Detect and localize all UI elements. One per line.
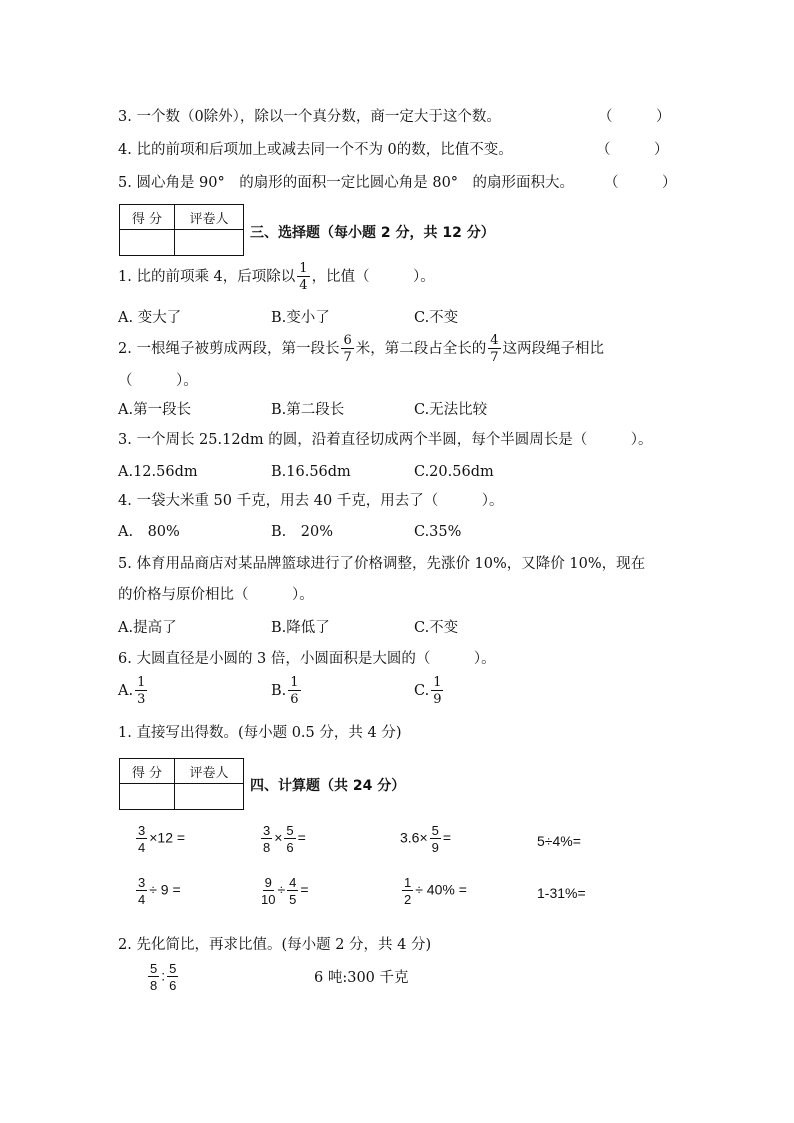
denominator: 4 [299, 278, 308, 293]
numerator: 1 [433, 675, 442, 690]
fraction [488, 334, 500, 364]
score-table [119, 204, 244, 256]
denominator: 9 [431, 840, 439, 855]
expression-text: = [300, 881, 309, 898]
option-c[interactable]: C.不变 [414, 620, 459, 636]
question-text: 这两段绳子相比 [502, 341, 605, 357]
option-b[interactable]: B.降低了 [271, 620, 330, 636]
option-b[interactable]: B.16.56dm [271, 464, 351, 480]
grader-header: 评卷人 [175, 759, 244, 784]
calc-item [134, 876, 181, 906]
calc-item [134, 824, 185, 854]
numerator: 4 [289, 875, 297, 890]
denominator: 4 [138, 892, 146, 907]
question-text: 的价格与原价相比（ ）。 [118, 587, 314, 603]
numerator: 1 [290, 675, 299, 690]
expression-text: ÷ 40% = [415, 881, 467, 898]
option-c[interactable]: C.无法比较 [414, 402, 488, 418]
mc-question-3: 3. 一个周长 25.12dm 的圆，沿着直径切成两个半圆，每个半圆周长是（ ）。 [118, 432, 653, 448]
expression-text: = [442, 829, 452, 846]
mc-question-5: 5. 体育用品商店对某品牌篮球进行了价格调整，先涨价 10%，又降价 10%，现在 [118, 556, 646, 572]
mc-question-1 [118, 262, 435, 292]
section-title: 四、计算题（共 24 分） [250, 778, 406, 794]
fraction [288, 676, 300, 706]
option-a[interactable]: A.12.56dm [118, 464, 198, 480]
answer-bracket[interactable]: （ ） [604, 175, 677, 191]
operator: ÷ [277, 881, 286, 898]
calc-item [400, 876, 467, 906]
denominator: 8 [150, 978, 158, 993]
mc-question-4: 4. 一袋大米重 50 千克，用去 40 千克，用去了（ ）。 [118, 493, 504, 509]
calc-intro: 1. 直接写出得数。(每小题 0.5 分，共 4 分) [118, 725, 402, 741]
fraction [136, 876, 147, 906]
calc-item: 5÷4%= [537, 833, 581, 849]
denominator: 6 [169, 978, 177, 993]
denominator: 8 [263, 840, 271, 855]
grader-cell[interactable] [175, 230, 244, 256]
denominator: 6 [286, 840, 294, 855]
fraction [261, 876, 275, 906]
expression-text: 3.6× [400, 829, 428, 846]
option-b[interactable] [271, 676, 303, 706]
answer-bracket[interactable]: （ ） [596, 142, 669, 158]
simplify-intro: 2. 先化简比，再求比值。(每小题 2 分，共 4 分) [118, 937, 432, 953]
numerator: 6 [343, 333, 352, 348]
fraction [261, 824, 272, 854]
judge-question-text: 5. 圆心角是 90° 的扇形的面积一定比圆心角是 80° 的扇形面积大。 [118, 175, 575, 191]
numerator: 1 [404, 875, 412, 890]
section-title: 三、选择题（每小题 2 分，共 12 分） [250, 225, 495, 241]
question-text: 2. 一根绳子被剪成两段，第一段长 [118, 341, 340, 357]
option-c[interactable]: C.35% [414, 524, 462, 540]
denominator: 4 [138, 840, 146, 855]
judge-question-4 [118, 143, 513, 158]
option-b[interactable]: B.变小了 [271, 310, 330, 326]
numerator: 9 [264, 875, 272, 890]
option-label: B. [271, 683, 287, 699]
fraction [341, 334, 353, 364]
denominator: 7 [343, 350, 352, 365]
option-c[interactable] [414, 676, 445, 706]
calc-item: 1-31%= [537, 885, 586, 901]
numerator: 5 [150, 961, 158, 976]
denominator: 3 [137, 692, 146, 707]
option-a[interactable]: A. 80% [118, 524, 180, 540]
denominator: 7 [490, 350, 499, 365]
mc-question-6: 6. 大圆直径是小圆的 3 倍，小圆面积是大圆的（ ）。 [118, 651, 496, 667]
judge-question-5 [118, 176, 574, 191]
score-table [119, 758, 244, 810]
fraction [431, 676, 443, 706]
score-header: 得 分 [120, 759, 175, 784]
score-header: 得 分 [120, 205, 175, 230]
judge-question-text: 3. 一个数（0除外），除以一个真分数，商一定大于这个数。 [118, 109, 501, 125]
question-text: ，比值（ ）。 [311, 269, 435, 285]
numerator: 4 [490, 333, 499, 348]
option-a[interactable]: A. 变大了 [118, 310, 182, 326]
fraction [297, 262, 309, 292]
calc-item [400, 824, 451, 854]
expression-text: = [297, 829, 306, 846]
fraction [284, 824, 295, 854]
option-label: A. [118, 683, 134, 699]
option-a[interactable]: A.第一段长 [118, 402, 192, 418]
calc-item [259, 876, 309, 906]
fraction [148, 962, 159, 992]
denominator: 6 [290, 692, 299, 707]
numerator: 1 [137, 675, 146, 690]
answer-bracket[interactable]: （ ） [598, 109, 671, 125]
question-text: 米，第二段占全长的 [355, 341, 487, 357]
denominator: 5 [289, 892, 297, 907]
score-cell[interactable] [120, 784, 175, 810]
numerator: 3 [138, 823, 146, 838]
numerator: 3 [263, 823, 271, 838]
numerator: 5 [431, 823, 439, 838]
grader-header: 评卷人 [175, 205, 244, 230]
option-c[interactable]: C.不变 [414, 310, 459, 326]
judge-question-text: 4. 比的前项和后项加上或减去同一个不为 0的数，比值不变。 [118, 142, 513, 158]
operator: × [274, 829, 283, 846]
expression-text: ×12 = [149, 829, 186, 846]
fraction [402, 876, 413, 906]
numerator: 1 [299, 261, 308, 276]
score-cell[interactable] [120, 230, 175, 256]
numerator: 5 [169, 961, 177, 976]
ratio-item: 6 吨:300 千克 [314, 970, 409, 986]
fraction [287, 876, 298, 906]
numerator: 3 [138, 875, 146, 890]
option-c[interactable]: C.20.56dm [414, 464, 494, 480]
denominator: 9 [433, 692, 442, 707]
denominator: 2 [404, 892, 412, 907]
grader-cell[interactable] [175, 784, 244, 810]
question-text: 1. 比的前项乘 4，后项除以 [118, 269, 296, 285]
option-b[interactable]: B.第二段长 [271, 402, 345, 418]
question-text[interactable]: （ ）。 [118, 373, 198, 389]
option-a[interactable]: A.提高了 [118, 620, 177, 636]
fraction [135, 676, 147, 706]
option-b[interactable]: B. 20% [271, 524, 333, 540]
option-a[interactable] [118, 676, 149, 706]
fraction [430, 824, 441, 854]
fraction [167, 962, 178, 992]
expression-text: ÷ 9 = [149, 881, 181, 898]
numerator: 5 [286, 823, 294, 838]
mc-question-2 [118, 334, 604, 364]
calc-item [259, 824, 306, 854]
judge-question-3 [118, 110, 501, 125]
option-label: C. [414, 683, 430, 699]
fraction [136, 824, 147, 854]
ratio-colon: : [161, 967, 166, 984]
ratio-item [146, 962, 180, 992]
denominator: 10 [261, 892, 276, 907]
